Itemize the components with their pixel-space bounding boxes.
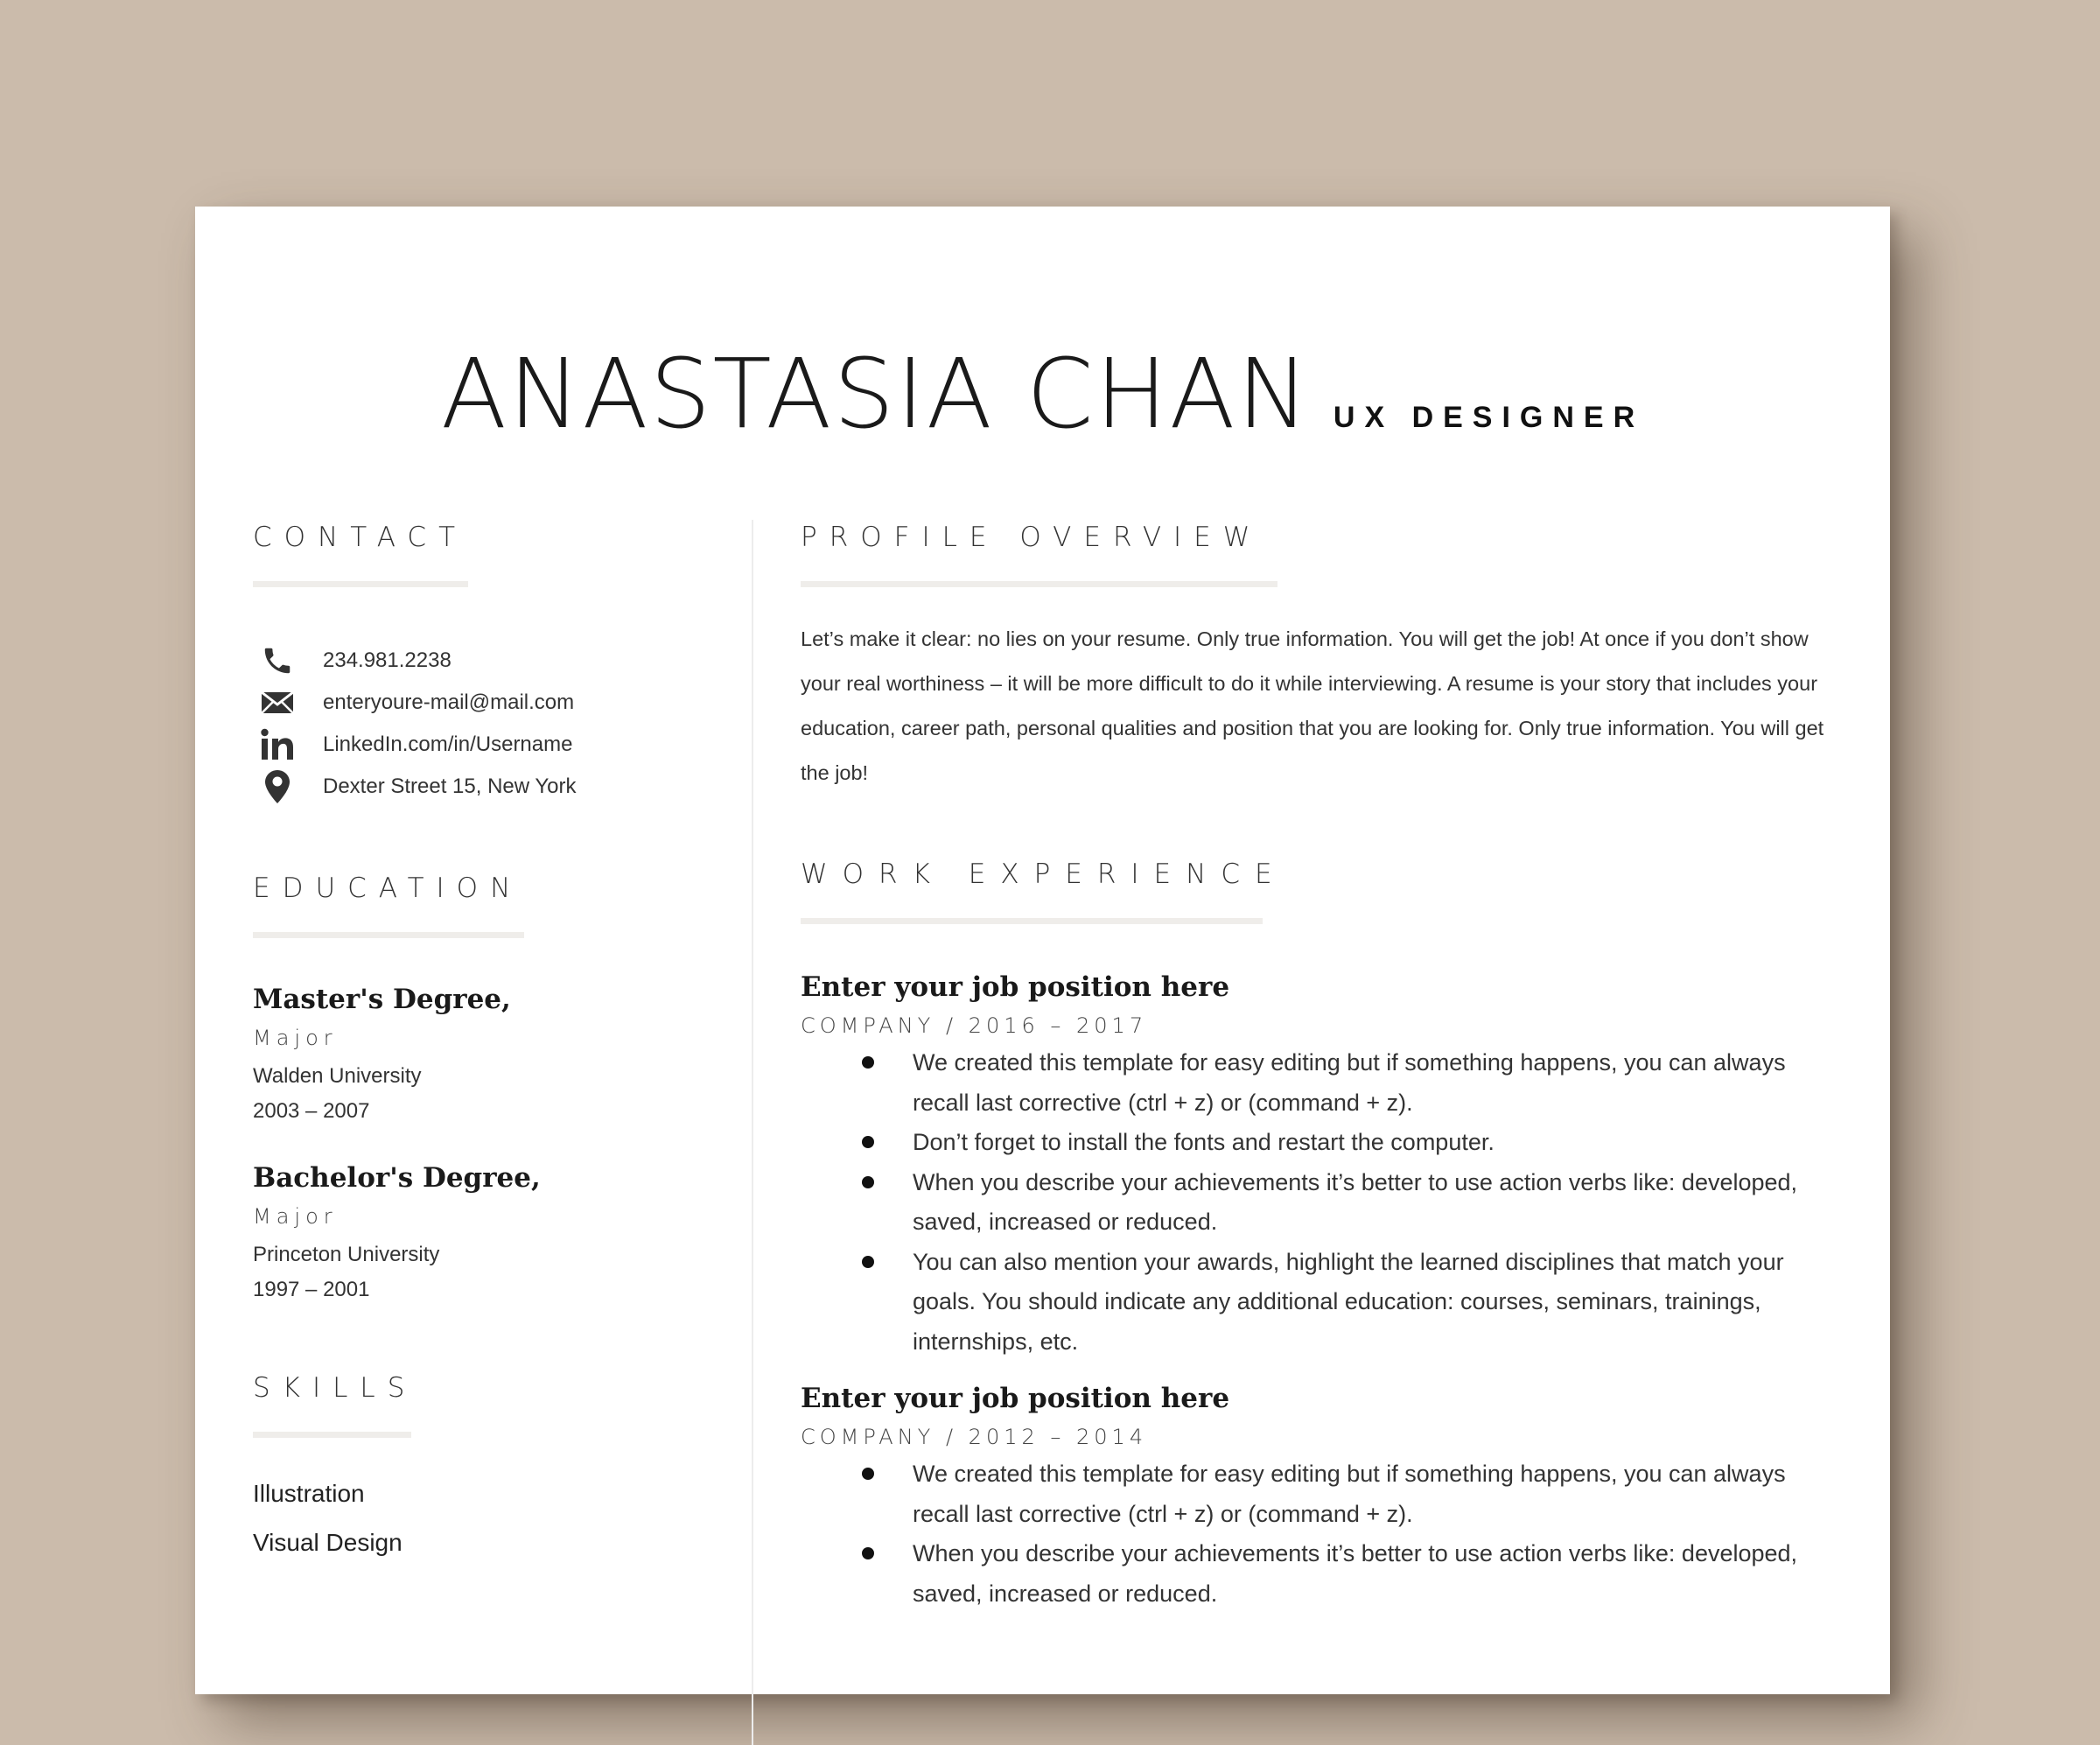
job-bullet: [801, 1123, 1851, 1163]
skills-section: [253, 1372, 725, 1557]
education-school: Princeton University: [253, 1243, 440, 1266]
job-bullet: [801, 1454, 1851, 1534]
phone-icon: [260, 643, 295, 678]
contact-linkedin-text: LinkedIn.com/in/Username: [323, 732, 573, 756]
education-item: [253, 984, 725, 1124]
job-company: COMPANY / 2016 – 2017: [801, 1013, 1148, 1038]
column-divider: [752, 520, 753, 1745]
job-entry: [801, 1383, 1851, 1614]
education-degree: Bachelor's Degree,: [253, 1162, 541, 1194]
education-years: 1997 – 2001: [253, 1278, 370, 1301]
contact-email-text: enteryoure-mail@mail.com: [323, 690, 575, 714]
skills-heading-bar: [253, 1432, 411, 1438]
job-entry: [801, 971, 1851, 1362]
contact-phone: [253, 640, 725, 682]
job-bullet-text: We created this template for easy editing but if something happens, you can always recall last corrective (ctrl + z) or (command + z).: [913, 1049, 1786, 1116]
job-bullets: [801, 1454, 1851, 1614]
bullet-dot: [862, 1056, 874, 1069]
linkedin-icon: [260, 727, 295, 762]
job-bullet: [801, 1243, 1851, 1363]
contact-heading-bar: [253, 581, 468, 587]
education-major: Major: [253, 1204, 338, 1229]
job-bullet-text: When you describe your achievements it’s better to use action verbs like: developed, saved, increased or reduced.: [913, 1168, 1798, 1235]
contact-email: [253, 682, 725, 724]
resume-page: [195, 207, 1890, 1694]
work-section: [801, 858, 1851, 1614]
contact-address-text: Dexter Street 15, New York: [323, 774, 577, 798]
bullet-dot: [862, 1176, 874, 1188]
job-bullet-text: We created this template for easy editing but if something happens, you can always recall last corrective (ctrl + z) or (command + z).: [913, 1461, 1786, 1527]
candidate-name: ANASTASIA CHAN: [440, 338, 1311, 450]
candidate-job-title: UX DESIGNER: [1333, 401, 1645, 434]
contact-list: [253, 640, 725, 808]
education-school: Walden University: [253, 1064, 422, 1088]
contact-address: [253, 766, 725, 808]
skill-item: Visual Design: [253, 1529, 402, 1556]
right-column: [801, 522, 1851, 1614]
profile-heading-bar: [801, 581, 1278, 587]
job-bullet: [801, 1163, 1851, 1243]
job-bullets: [801, 1043, 1851, 1362]
job-bullet-text: You can also mention your awards, highlight the learned disciplines that match your goals. You should indicate any additional education: courses, seminars, trainings, internships, etc.: [913, 1248, 1784, 1355]
job-bullet-text: Don’t forget to install the fonts and restart the computer.: [913, 1129, 1494, 1155]
profile-text: Let’s make it clear: no lies on your resume. Only true information. You will get the job! At once if you don’t show your real worthiness – it will be more difficult to do it while interviewing. A resume is your story that includes your education, career path, personal qualities and position that you are looking for. Only true information. You will get the job!: [801, 627, 1824, 784]
skills-list: [253, 1480, 725, 1557]
profile-heading: PROFILE OVERVIEW: [801, 522, 1263, 553]
job-position: Enter your job position here: [801, 971, 1230, 1003]
bullet-dot: [862, 1256, 874, 1268]
job-company: COMPANY / 2012 – 2014: [801, 1425, 1148, 1449]
contact-linkedin: [253, 724, 725, 766]
location-pin-icon: [260, 769, 295, 804]
education-section: [253, 872, 725, 1302]
contact-section: [253, 522, 725, 808]
left-column: [253, 522, 725, 1557]
education-major: Major: [253, 1026, 338, 1050]
job-bullet-text: When you describe your achievements it’s better to use action verbs like: developed, saved, increased or reduced.: [913, 1540, 1798, 1607]
work-heading: WORK EXPERIENCE: [801, 858, 1287, 890]
education-degree: Master's Degree,: [253, 984, 511, 1015]
bullet-dot: [862, 1136, 874, 1148]
skill-item: Illustration: [253, 1480, 365, 1507]
work-heading-bar: [801, 918, 1263, 924]
education-heading: EDUCATION: [253, 872, 523, 904]
skills-heading: SKILLS: [253, 1372, 417, 1404]
profile-section: [801, 522, 1851, 795]
resume-header: [195, 338, 1890, 450]
education-heading-bar: [253, 932, 524, 938]
job-bullet: [801, 1043, 1851, 1123]
job-bullet: [801, 1534, 1851, 1614]
education-item: [253, 1162, 725, 1302]
bullet-dot: [862, 1547, 874, 1559]
bullet-dot: [862, 1468, 874, 1480]
contact-heading: CONTACT: [253, 522, 468, 553]
mail-icon: [260, 685, 295, 720]
contact-phone-text: 234.981.2238: [323, 648, 452, 672]
job-position: Enter your job position here: [801, 1383, 1230, 1414]
education-years: 2003 – 2007: [253, 1099, 370, 1123]
